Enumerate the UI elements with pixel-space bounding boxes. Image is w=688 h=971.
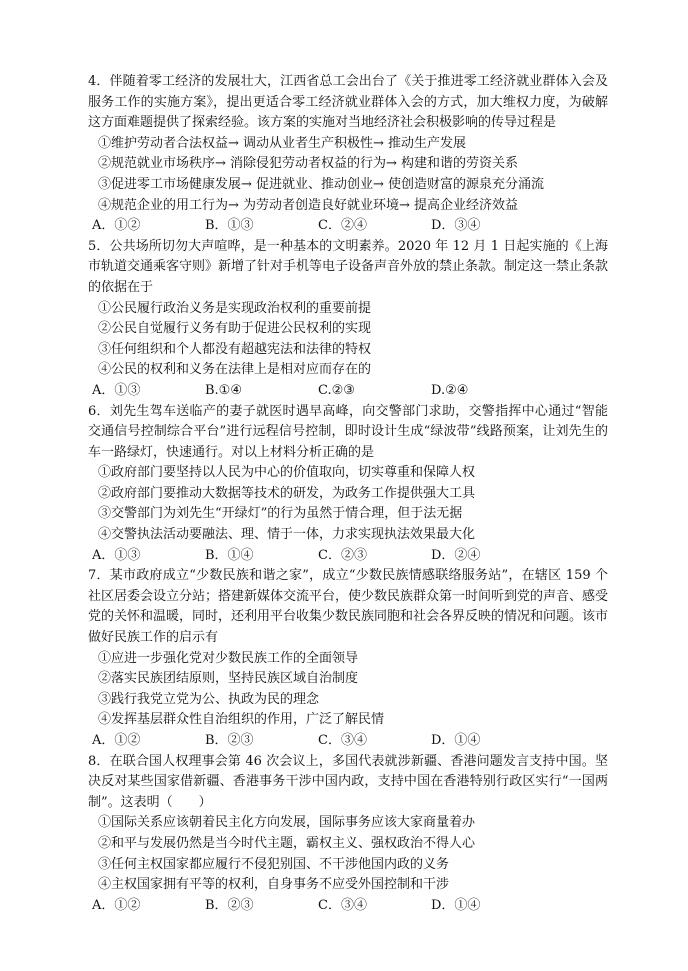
answer-a: A．①③ bbox=[92, 547, 141, 563]
option-1: ①维护劳动者合法权益→ 调动从业者生产积极性→ 推动生产发展 bbox=[98, 135, 467, 151]
option-1: ①政府部门要坚持以人民为中心的价值取向，切实尊重和保障人权 bbox=[98, 465, 476, 481]
option-2: ②落实民族团结原则，坚持民族区域自治制度 bbox=[98, 671, 359, 687]
answer-b: B.①④ bbox=[205, 382, 242, 398]
answer-d: D．③④ bbox=[431, 218, 481, 234]
question-8 bbox=[88, 752, 608, 917]
option-3: ③任何组织和个人都没有超越宪法和法律的特权 bbox=[98, 341, 372, 357]
answer-c: C．②④ bbox=[318, 218, 367, 234]
exam-page bbox=[88, 72, 608, 916]
answer-c: C．②③ bbox=[318, 547, 367, 563]
question-6 bbox=[88, 402, 608, 567]
option-2: ②和平与发展仍然是当今时代主题，霸权主义、强权政治不得人心 bbox=[98, 835, 476, 851]
answer-c: C．③④ bbox=[318, 733, 367, 748]
answer-b: B．①④ bbox=[205, 547, 254, 563]
question-7 bbox=[88, 566, 608, 751]
answer-d: D．①④ bbox=[431, 733, 481, 748]
question-stem: 4．伴随着零工经济的发展壮大，江西省总工会出台了《关于推进零工经济就业群体入会及服务工作的实施方案》，提出更适合零工经济就业群体入会的方式，加大维权力度，为破解这方面难题提供了探索经验。该方案的实施对当地经济社会积极影响的传导过程是 bbox=[88, 74, 608, 131]
question-stem: 6．刘先生驾车送临产的妻子就医时遇早高峰，向交警部门求助，交警指挥中心通过“智能交通信号控制综合平台”进行远程信号控制，即时设计生成“绿波带”线路预案，让刘先生的车一路绿灯，快速通行。对以上材料分析正确的是 bbox=[88, 403, 608, 460]
answer-d: D.②④ bbox=[431, 382, 469, 398]
option-2: ②政府部门要推动大数据等技术的研发，为政务工作提供强大工具 bbox=[98, 485, 476, 501]
answer-choices bbox=[88, 896, 608, 917]
answer-choices bbox=[88, 381, 608, 402]
question-stem: 8．在联合国人权理事会第 46 次会议上，多国代表就涉新疆、香港问题发言支持中国。坚决反对某些国家借新疆、香港事务干涉中国内政，支持中国在香港特别行政区实行“一国两制”。这表明（ ） bbox=[88, 753, 608, 810]
option-4: ④发挥基层群众性自治组织的作用，广泛了解民情 bbox=[98, 712, 385, 728]
question-4 bbox=[88, 72, 608, 237]
answer-b: B．②③ bbox=[205, 733, 254, 748]
question-5 bbox=[88, 237, 608, 402]
option-1: ①应进一步强化党对少数民族工作的全面领导 bbox=[98, 650, 359, 666]
option-4: ④公民的权利和义务在法律上是相对应而存在的 bbox=[98, 362, 372, 378]
answer-choices bbox=[88, 546, 608, 567]
answer-a: A．①② bbox=[92, 218, 141, 234]
question-stem: 5．公共场所切勿大声喧哗，是一种基本的文明素养。2020 年 12 月 1 日起实施的《上海市轨道交通乘客守则》新增了针对手机等电子设备声音外放的禁止条款。制定这一禁止条款的依据在于 bbox=[88, 238, 609, 295]
answer-d: D．②④ bbox=[431, 547, 481, 563]
question-stem: 7．某市政府成立“少数民族和谐之家”，成立“少数民族情感联络服务站”，在辖区 159 个社区居委会设立分站；搭建新媒体交流平台，使少数民族群众第一时间听到党的声音、感受党的关怀和温暖，同时，还利用平台收集少数民族同胞和社会各界反映的情况和问题。该市做好民族工作的启示有 bbox=[88, 568, 609, 646]
answer-c: C．③④ bbox=[318, 897, 367, 913]
option-3: ③任何主权国家都应履行不侵犯别国、不干涉他国内政的义务 bbox=[98, 856, 450, 872]
answer-b: B．②③ bbox=[205, 897, 254, 913]
option-1: ①国际关系应该朝着民主化方向发展，国际事务应该大家商量着办 bbox=[98, 815, 476, 831]
answer-d: D．①④ bbox=[431, 897, 481, 913]
option-2: ②规范就业市场秩序→ 消除侵犯劳动者权益的行为→ 构建和谐的劳资关系 bbox=[98, 156, 519, 172]
answer-choices bbox=[88, 731, 608, 752]
option-3: ③促进零工市场健康发展→ 促进就业、推动创业→ 使创造财富的源泉充分涌流 bbox=[98, 176, 545, 192]
option-4: ④主权国家拥有平等的权利，自身事务不应受外国控制和干涉 bbox=[98, 877, 450, 893]
option-3: ③交警部门为刘先生“开绿灯”的行为虽然于情合理，但于法无据 bbox=[98, 506, 463, 522]
option-1: ①公民履行政治义务是实现政治权利的重要前提 bbox=[98, 300, 372, 316]
answer-c: C.②③ bbox=[318, 382, 355, 398]
answer-a: A．①② bbox=[92, 733, 141, 748]
option-4: ④规范企业的用工行为→ 为劳动者创造良好就业环境→ 提高企业经济效益 bbox=[98, 197, 519, 213]
answer-a: A．①③ bbox=[92, 382, 141, 398]
option-4: ④交警执法活动要融法、理、情于一体，力求实现执法效果最大化 bbox=[98, 527, 476, 543]
answer-choices bbox=[88, 216, 608, 237]
answer-b: B．①③ bbox=[205, 218, 254, 234]
option-2: ②公民自觉履行义务有助于促进公民权利的实现 bbox=[98, 321, 372, 337]
answer-a: A．①② bbox=[92, 897, 141, 913]
option-3: ③践行我党立党为公、执政为民的理念 bbox=[98, 691, 320, 707]
